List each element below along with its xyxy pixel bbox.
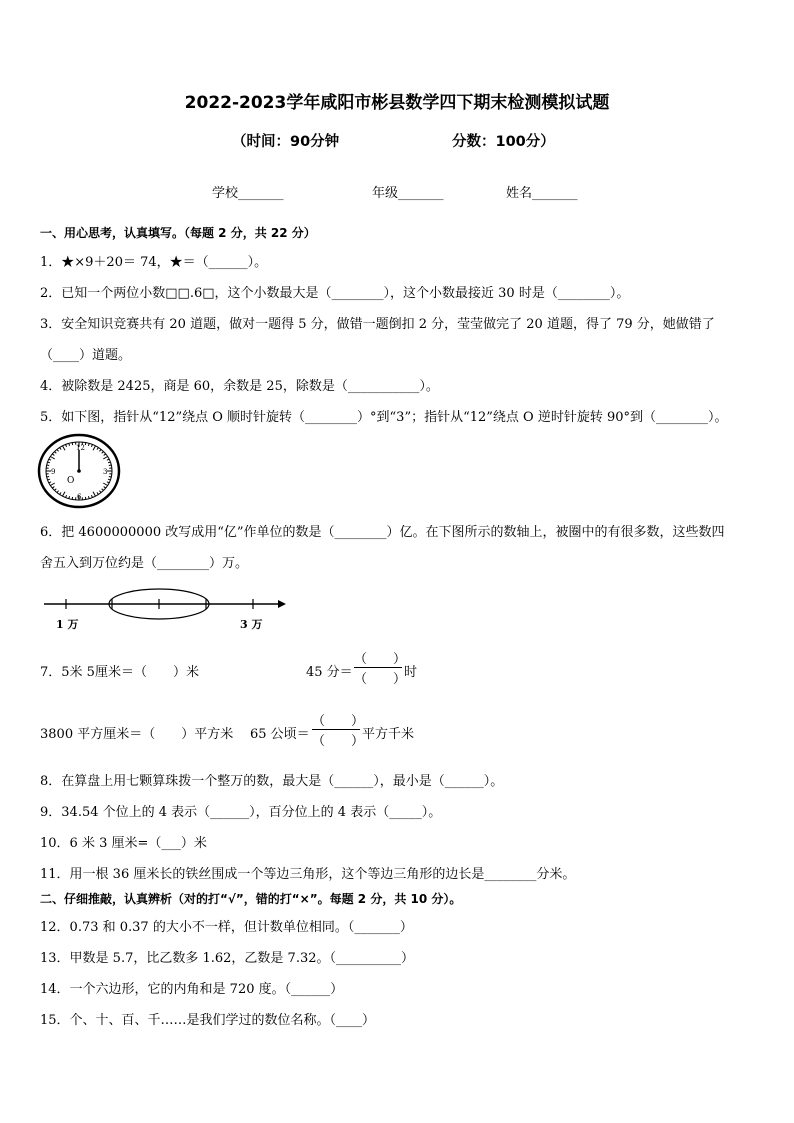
question-7-part-1: 7．5米 5厘米＝（ ）米: [40, 665, 199, 680]
number-line-figure: [40, 587, 290, 633]
clock-center-label: O: [67, 476, 75, 486]
clock-tick: [93, 492, 96, 496]
question-1: 1．★×9＋20＝ 74，★＝（______）。: [40, 255, 268, 270]
question-13: 13．甲数是 5.7，比乙数多 1.62，乙数是 7.32。（__________）: [40, 951, 415, 966]
clock-tick: [57, 449, 59, 451]
question-8: 8．在算盘上用七颗算珠拨一个整万的数，最大是（______），最小是（______）。: [40, 774, 504, 789]
clock-tick: [97, 448, 98, 450]
clock-tick: [109, 465, 111, 466]
clock-tick: [103, 483, 107, 486]
fraction-hours: [354, 648, 407, 687]
clock-tick: [108, 462, 110, 463]
clock-tick: [88, 496, 89, 498]
clock-tick: [104, 487, 106, 488]
exam-time: （时间：90分钟: [232, 134, 340, 150]
clock-tick: [99, 449, 101, 451]
clock-tick: [108, 479, 110, 480]
clock-tick: [52, 454, 54, 455]
section-2-heading: 二、仔细推敲，认真辨析（对的打“√”，错的打“×”。每题 2 分，共 10 分）。: [40, 892, 462, 906]
question-5: 5．如下图，指针从“12”绕点 O 顺时针旋转（________）°到“3”；指针从“12”绕点 O 逆时针旋转 90°到（________）。: [40, 410, 728, 425]
question-7-part-2: 45 分＝: [306, 665, 353, 680]
clock-tick: [50, 457, 54, 460]
section-1-heading: 一、用心思考，认真填写。（每题 2 分，共 22 分）: [40, 226, 316, 240]
question-7-part-3: 3800 平方厘米＝（ ）平方米: [40, 727, 234, 742]
clock-tick: [63, 492, 66, 496]
clock-tick: [48, 479, 50, 480]
clock-tick: [49, 459, 51, 460]
question-14: 14．一个六边形，它的内角和是 720 度。（______）: [40, 982, 344, 997]
question-15: 15．个、十、百、千……是我们学过的数位名称。（____）: [40, 1013, 376, 1028]
clock-tick: [72, 443, 73, 445]
question-6-line-2: 舍五入到万位约是（________）万。: [40, 556, 249, 571]
question-3-line-1: 3．安全知识竞赛共有 20 道题，做对一题得 5 分，做错一题倒扣 2 分，莹莹做完了 20 道题，得了 79 分，她做错了: [40, 317, 715, 332]
question-4: 4．被除数是 2425，商是 60，余数是 25，除数是（___________）。: [40, 379, 439, 394]
clock-tick: [97, 492, 98, 494]
clock-tick: [102, 489, 104, 491]
fraction-numerator: （ ）: [312, 714, 365, 729]
clock-tick: [93, 446, 96, 450]
fraction-denominator: （ ）: [354, 672, 407, 687]
fraction-numerator: （ ）: [354, 652, 407, 667]
clock-tick: [63, 446, 66, 450]
clock-tick: [69, 496, 70, 498]
clock-tick: [49, 482, 51, 483]
clock-tick: [91, 495, 92, 497]
clock-tick: [107, 459, 109, 460]
number-line-label-right: 3 万: [240, 618, 263, 631]
clock-label-3: 3: [103, 468, 108, 476]
clock-tick: [88, 443, 89, 445]
clock-tick: [52, 487, 54, 488]
question-2: 2．已知一个两位小数□□.6□，这个小数最大是（________），这个小数最接近 30 时是（________）。: [40, 286, 630, 301]
grade-field: 年级_______: [372, 186, 444, 201]
clock-tick: [54, 452, 56, 454]
page-title: 2022-2023学年咸阳市彬县数学四下期末检测模拟试题: [184, 93, 610, 113]
clock-tick: [54, 489, 56, 491]
clock-tick: [109, 477, 111, 478]
clock-tick: [85, 497, 86, 499]
question-9: 9．34.54 个位上的 4 表示（______），百分位上的 4 表示（_____）。: [40, 805, 442, 820]
clock-tick: [48, 462, 50, 463]
fraction-square-km: [312, 710, 365, 749]
clock-tick: [66, 495, 67, 497]
exam-score: 分数：100分）: [452, 134, 555, 150]
question-3-line-2: （____）道题。: [40, 348, 132, 363]
clock-label-9: 9: [51, 468, 56, 476]
clock-tick: [57, 491, 59, 493]
question-11: 11．用一根 36 厘米长的铁丝围成一个等边三角形，这个等边三角形的边长是________分米。: [40, 867, 576, 882]
unit-hours: 时: [404, 665, 418, 680]
clock-tick: [69, 443, 70, 445]
unit-square-km: 平方千米: [362, 727, 415, 742]
question-12: 12．0.73 和 0.37 的大小不一样，但计数单位相同。（_______）: [40, 920, 413, 935]
name-field: 姓名_______: [506, 186, 578, 201]
clock-tick: [107, 482, 109, 483]
number-line-label-left: 1 万: [56, 618, 79, 631]
clock-tick: [60, 448, 61, 450]
clock-tick: [85, 443, 86, 445]
clock-tick: [60, 492, 61, 494]
question-7-part-4: 65 公顷＝: [250, 727, 310, 742]
fraction-denominator: （ ）: [312, 734, 365, 749]
school-field: 学校_______: [212, 186, 284, 201]
clock-tick: [72, 497, 73, 499]
question-10: 10．6 米 3 厘米=（___）米: [40, 836, 207, 851]
clock-tick: [47, 465, 49, 466]
question-6-line-1: 6．把 4600000000 改写成用“亿”作单位的数是（________）亿。在下图所示的数轴上，被圈中的有很多数，这些数四: [40, 525, 725, 540]
clock-tick: [47, 477, 49, 478]
clock-tick: [91, 445, 92, 447]
clock-label-6: 6: [77, 493, 82, 501]
clock-tick: [50, 483, 54, 486]
clock-tick: [99, 491, 101, 493]
clock-label-12: 12: [76, 444, 85, 452]
clock-tick: [104, 454, 106, 455]
clock-figure: [36, 433, 124, 509]
clock-tick: [103, 457, 107, 460]
clock-tick: [102, 452, 104, 454]
clock-tick: [66, 445, 67, 447]
